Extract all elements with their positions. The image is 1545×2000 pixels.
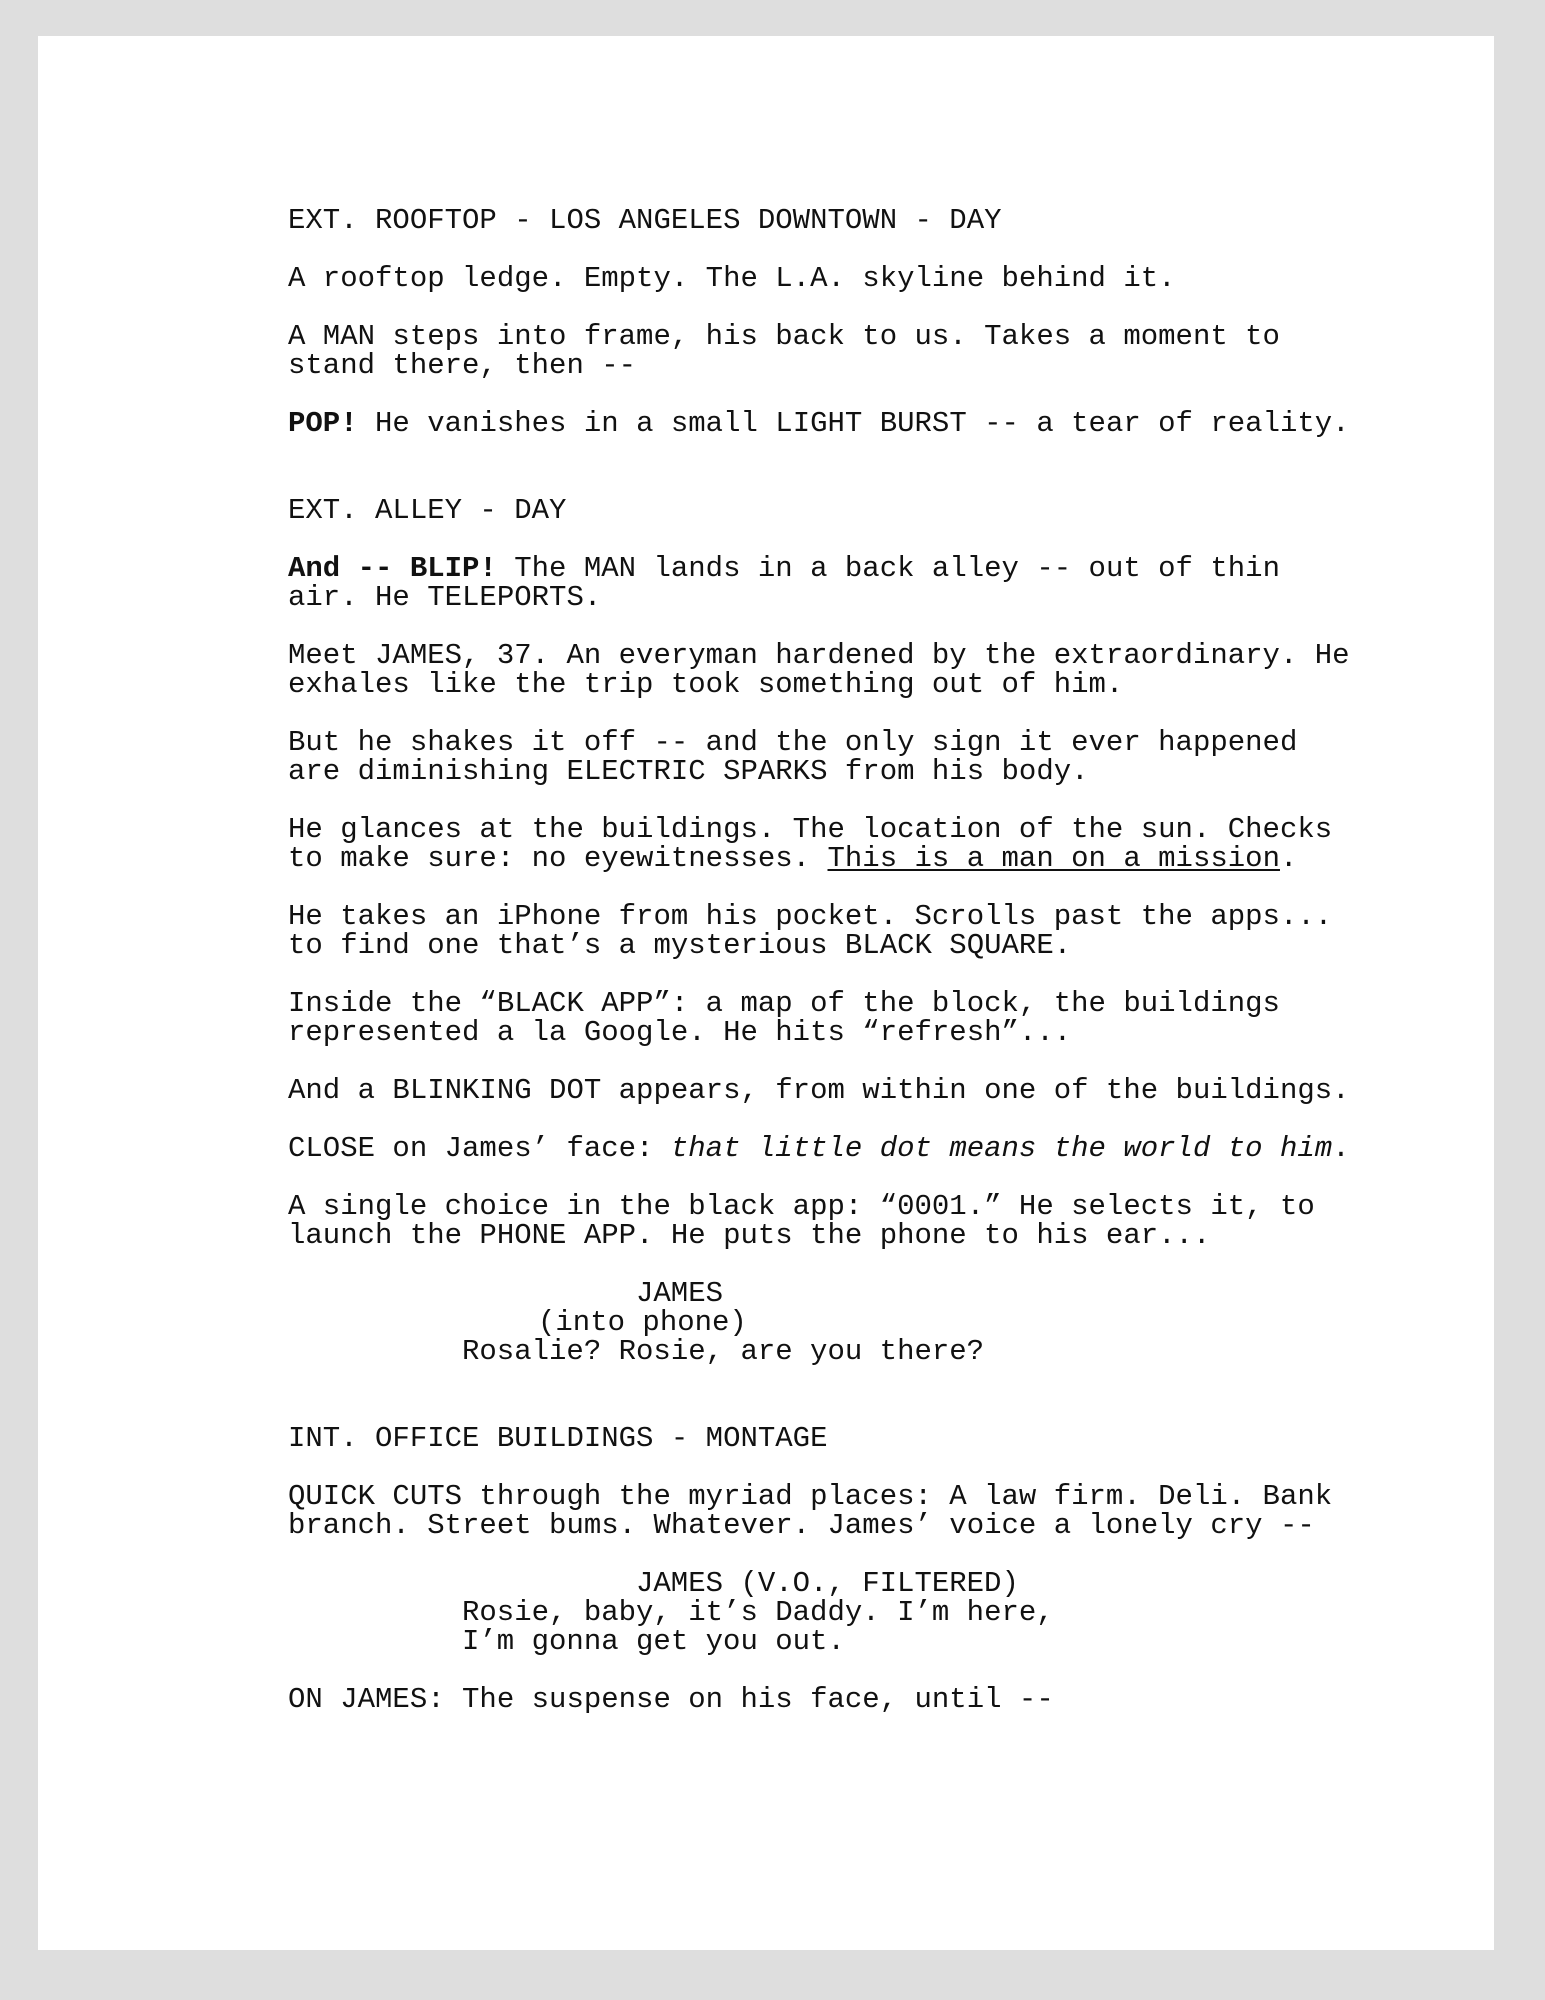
action-line: to find one that’s a mysterious BLACK SQUARE. [288, 929, 1072, 962]
action-line: represented a la Google. He hits “refresh”... [288, 1016, 1072, 1049]
character-name: JAMES (V.O., FILTERED) [636, 1567, 1019, 1600]
italic-text: that little dot means the world to him [670, 1132, 1333, 1165]
dialogue-line: Rosie, baby, it’s Daddy. I’m here, [462, 1596, 1054, 1629]
bold-sound-effect: POP! [288, 407, 358, 440]
scene-heading: INT. OFFICE BUILDINGS - MONTAGE [288, 1422, 828, 1455]
action-line: ON JAMES: The suspense on his face, until -- [288, 1683, 1054, 1716]
action-text: CLOSE on James’ face: [288, 1132, 671, 1165]
action-line [288, 1134, 1388, 1163]
action-line: launch the PHONE APP. He puts the phone to his ear... [288, 1219, 1211, 1252]
action-line: are diminishing ELECTRIC SPARKS from his body. [288, 755, 1089, 788]
action-line: exhales like the trip took something out of him. [288, 668, 1124, 701]
screenplay-text [288, 206, 1388, 1714]
bold-sound-effect: And -- BLIP! [288, 552, 497, 585]
action-line: He takes an iPhone from his pocket. Scrolls past the apps... [288, 900, 1333, 933]
action-line: QUICK CUTS through the myriad places: A law firm. Deli. Bank [288, 1480, 1333, 1513]
action-line: air. He TELEPORTS. [288, 581, 602, 614]
action-line: But he shakes it off -- and the only sign it ever happened [288, 726, 1298, 759]
script-page [38, 36, 1494, 1950]
action-line: branch. Street bums. Whatever. James’ voice a lonely cry -- [288, 1509, 1315, 1542]
character-name: JAMES [636, 1277, 724, 1310]
action-line: Inside the “BLACK APP”: a map of the block, the buildings [288, 987, 1280, 1020]
action-line: Meet JAMES, 37. An everyman hardened by the extraordinary. He [288, 639, 1350, 672]
action-text: . [1279, 842, 1298, 875]
action-line [288, 409, 1388, 438]
action-line: And a BLINKING DOT appears, from within one of the buildings. [288, 1074, 1350, 1107]
underlined-text: This is a man on a mission [827, 842, 1280, 875]
dialogue-line: Rosalie? Rosie, are you there? [462, 1335, 985, 1368]
action-text: . [1332, 1132, 1350, 1165]
action-line [288, 844, 1388, 873]
action-line: He glances at the buildings. The location of the sun. Checks [288, 813, 1333, 846]
parenthetical: (into phone) [538, 1306, 747, 1339]
action-line: A single choice in the black app: “0001.” He selects it, to [288, 1190, 1315, 1223]
action-line: A rooftop ledge. Empty. The L.A. skyline behind it. [288, 262, 1176, 295]
dialogue-line: I’m gonna get you out. [462, 1625, 845, 1658]
action-line [288, 554, 1388, 583]
action-text: He vanishes in a small LIGHT BURST -- a tear of reality. [357, 407, 1350, 440]
scene-heading: EXT. ROOFTOP - LOS ANGELES DOWNTOWN - DAY [288, 204, 1002, 237]
action-line: A MAN steps into frame, his back to us. Takes a moment to [288, 320, 1280, 353]
action-text: to make sure: no eyewitnesses. [288, 842, 828, 875]
scene-heading: EXT. ALLEY - DAY [288, 494, 567, 527]
action-text: The MAN lands in a back alley -- out of thin [496, 552, 1280, 585]
action-line: stand there, then -- [288, 349, 637, 382]
